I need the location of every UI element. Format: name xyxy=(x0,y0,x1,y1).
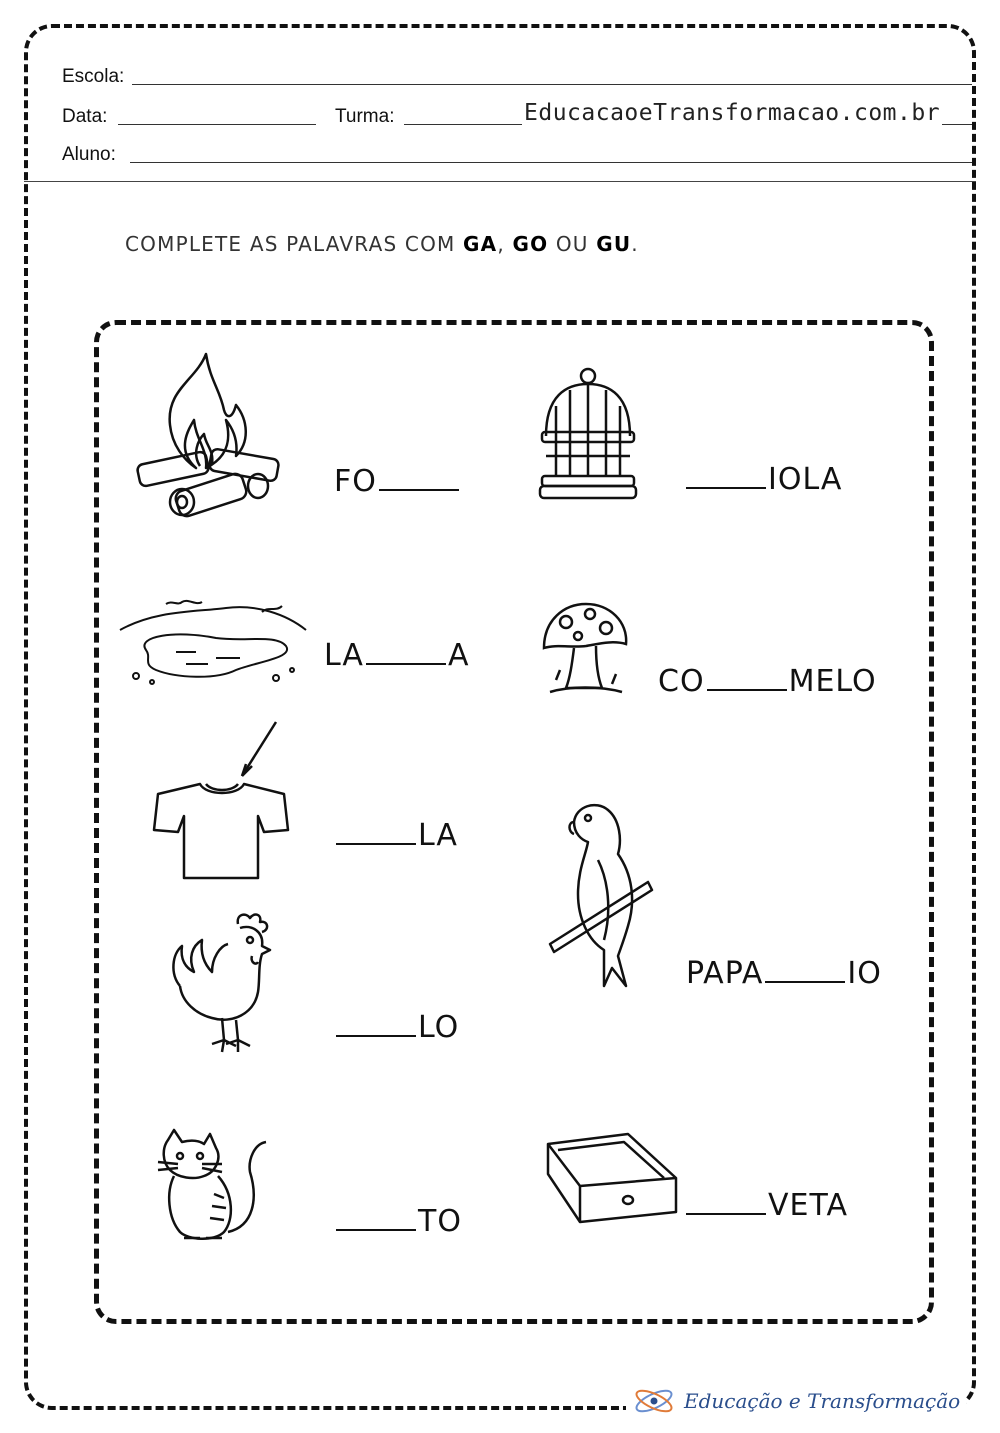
date-field[interactable] xyxy=(118,124,316,125)
pond-icon xyxy=(116,600,308,692)
syllable-go: GO xyxy=(512,232,549,256)
instruction-sep: , xyxy=(497,232,513,256)
word-suffix: IO xyxy=(847,956,882,991)
birdcage-icon xyxy=(536,366,640,500)
word-suffix: LA xyxy=(418,818,458,853)
word-prefix: CO xyxy=(658,664,705,699)
word-galo xyxy=(336,1010,459,1045)
instruction xyxy=(125,232,639,256)
parrot-icon xyxy=(548,800,654,992)
word-suffix: VETA xyxy=(768,1188,848,1223)
mushroom-icon xyxy=(540,600,630,696)
word-suffix: A xyxy=(447,638,470,673)
student-label: Aluno: xyxy=(62,144,116,165)
word-lagoa xyxy=(324,638,469,673)
date-label: Data: xyxy=(62,106,108,127)
word-suffix: TO xyxy=(418,1204,462,1239)
word-gaiola xyxy=(686,462,842,497)
word-gato xyxy=(336,1204,462,1239)
school-field[interactable] xyxy=(132,84,972,85)
word-gola xyxy=(336,818,458,853)
student-field[interactable] xyxy=(130,162,972,163)
instruction-suffix: . xyxy=(631,232,639,256)
footer-brand-text: Educação e Transformação xyxy=(684,1389,961,1413)
syllable-ga: GA xyxy=(463,232,498,256)
school-label: Escola: xyxy=(62,66,125,87)
atom-logo-icon xyxy=(632,1384,676,1418)
answer-blank[interactable] xyxy=(686,486,766,489)
answer-blank[interactable] xyxy=(765,980,845,983)
word-gaveta xyxy=(686,1188,848,1223)
instruction-text: COMPLETE AS PALAVRAS COM xyxy=(125,232,464,256)
header-divider xyxy=(24,181,976,182)
header xyxy=(0,0,1000,190)
class-label: Turma: xyxy=(335,106,395,127)
word-suffix: IOLA xyxy=(768,462,843,497)
answer-blank[interactable] xyxy=(707,688,787,691)
answer-blank[interactable] xyxy=(379,488,459,491)
answer-blank[interactable] xyxy=(336,1034,416,1037)
word-suffix: MELO xyxy=(788,664,877,699)
word-prefix: LA xyxy=(324,638,364,673)
site-url: EducacaoeTransformacao.com.br xyxy=(524,100,941,126)
tshirt-icon xyxy=(150,718,294,886)
campfire-icon xyxy=(136,350,282,522)
syllable-gu: GU xyxy=(596,232,632,256)
word-fogo xyxy=(334,464,461,499)
word-suffix: LO xyxy=(418,1010,460,1045)
answer-blank[interactable] xyxy=(686,1212,766,1215)
cat-icon xyxy=(154,1128,272,1248)
word-prefix: PAPA xyxy=(686,956,764,991)
drawer-icon xyxy=(544,1128,678,1224)
answer-blank[interactable] xyxy=(336,1228,416,1231)
answer-blank[interactable] xyxy=(336,842,416,845)
word-papagaio xyxy=(686,956,882,991)
rooster-icon xyxy=(166,910,278,1058)
footer-brand xyxy=(626,1384,966,1418)
word-cogumelo xyxy=(658,664,877,699)
answer-blank[interactable] xyxy=(366,662,446,665)
instruction-sep: OU xyxy=(548,232,597,256)
word-prefix: FO xyxy=(334,464,377,499)
